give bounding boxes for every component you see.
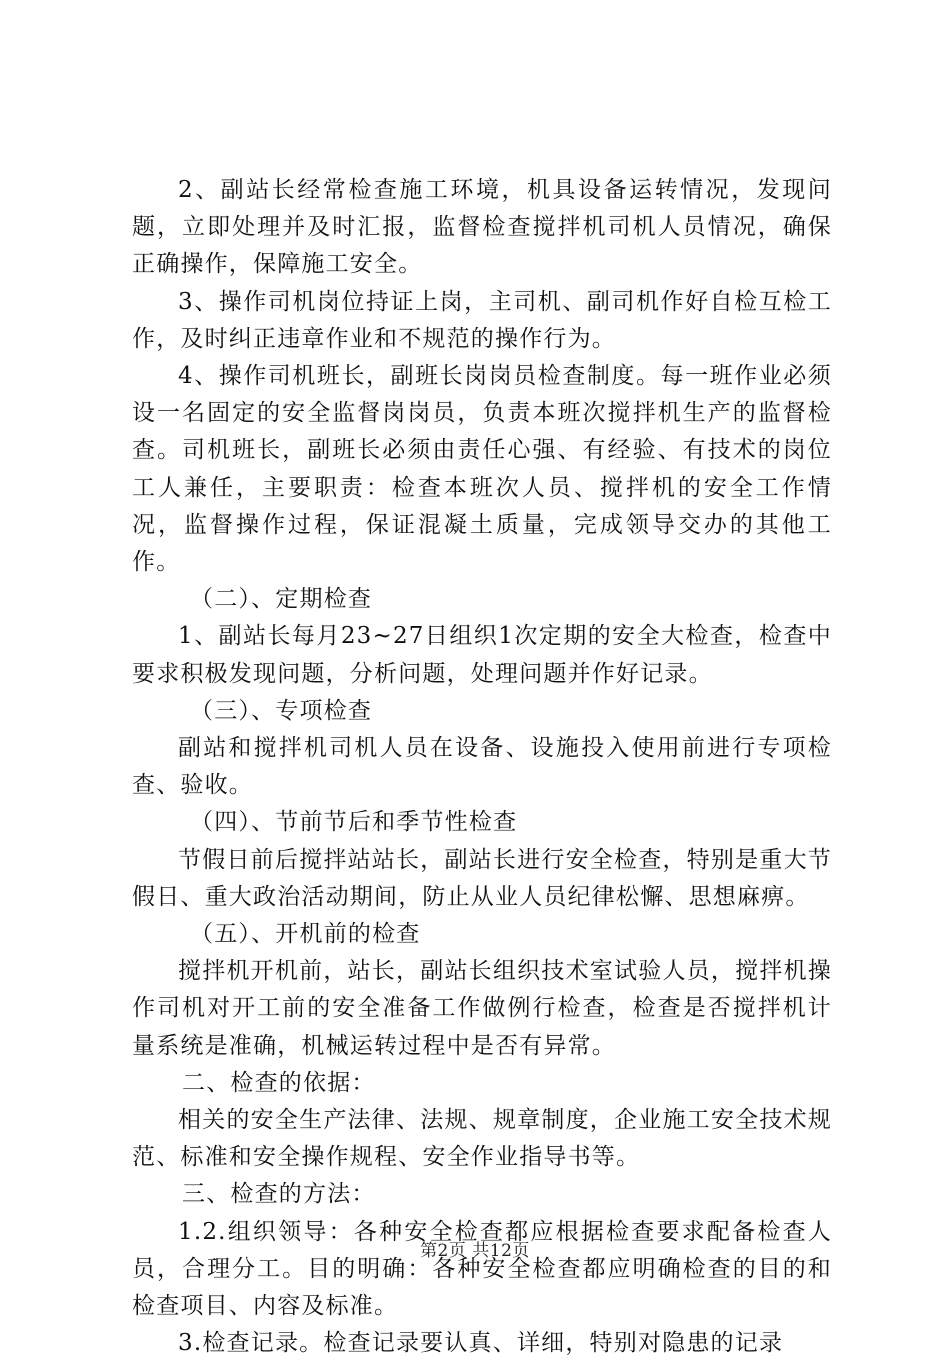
- paragraph-special-check: 副站和搅拌机司机人员在设备、设施投入使用前进行专项检查、验收。: [132, 735, 832, 799]
- paragraph-item-2: 2、副站长经常检查施工环境，机具设备运转情况，发现问题，立即处理并及时汇报，监督检查搅拌机司机人员情况，确保正确操作，保障施工安全。: [132, 177, 832, 278]
- paragraph-regular-check: 1、副站长每月23~27日组织1次定期的安全大检查，检查中要求积极发现问题，分析问题，处理问题并作好记录。: [132, 623, 832, 687]
- paragraph-item-4: 4、操作司机班长，副班长岗岗员检查制度。每一班作业必须设一名固定的安全监督岗岗员，负责本班次搅拌机生产的监督检查。司机班长，副班长必须由责任心强、有经验、有技术的岗位工人兼任，主要职责：检查本班次人员、搅拌机的安全工作情况，监督操作过程，保证混凝土质量，完成领导交办的其他工作。: [132, 363, 832, 576]
- paragraph-method-record: 3.检查记录。检查记录要认真、详细，特别对隐患的记录: [178, 1330, 784, 1357]
- document-body: [132, 172, 832, 1363]
- paragraph-method-organization: 1.2.组织领导：各种安全检查都应根据检查要求配备检查人员，合理分工。目的明确：各种安全检查都应明确检查的目的和检查项目、内容及标准。: [132, 1218, 832, 1320]
- section-heading-method: 三、检查的方法：: [182, 1181, 376, 1208]
- section-heading-startup-check: （五）、开机前的检查: [190, 921, 421, 948]
- paragraph-holiday-check: 节假日前后搅拌站站长，副站长进行安全检查，特别是重大节假日、重大政治活动期间，防止从业人员纪律松懈、思想麻痹。: [132, 846, 832, 910]
- section-heading-regular-check: （二）、定期检查: [190, 586, 373, 613]
- section-heading-special-check: （三）、专项检查: [190, 697, 373, 724]
- section-heading-holiday-check: （四）、节前节后和季节性检查: [190, 809, 518, 836]
- paragraph-basis: 相关的安全生产法律、法规、规章制度，企业施工安全技术规范、标准和安全操作规程、安全作业指导书等。: [132, 1107, 832, 1171]
- page-number-footer: 第2页 共12页: [420, 1241, 530, 1261]
- section-heading-basis: 二、检查的依据：: [182, 1069, 376, 1096]
- paragraph-item-3: 3、操作司机岗位持证上岗，主司机、副司机作好自检互检工作，及时纠正违章作业和不规范的操作行为。: [132, 288, 832, 352]
- paragraph-startup-check: 搅拌机开机前，站长，副站长组织技术室试验人员，搅拌机操作司机对开工前的安全准备工作做例行检查，检查是否搅拌机计量系统是准确，机械运转过程中是否有异常。: [132, 958, 832, 1059]
